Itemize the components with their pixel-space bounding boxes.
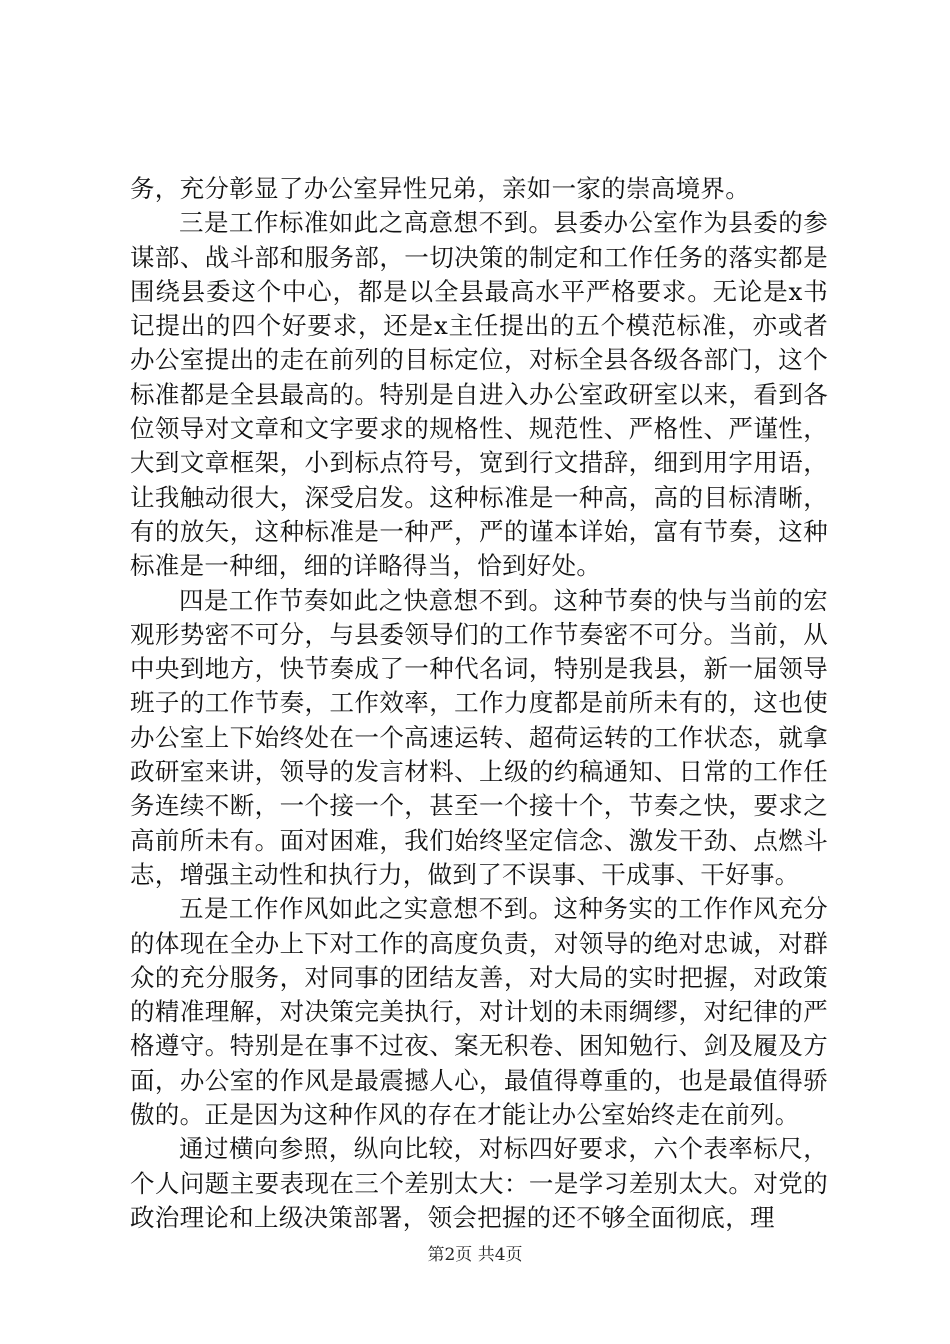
- paragraph-4: 五是工作作风如此之实意想不到。这种务实的工作作风充分的体现在全办上下对工作的高度负责，对领导的绝对忠诚，对群众的充分服务，对同事的团结友善，对大局的实时把握，对政策的精准理解，对决策完美执行，对计划的未雨绸缪，对纪律的严格遵守。特别是在事不过夜、案无积卷、困知勉行、剑及履及方面，办公室的作风是最震撼人心，最值得尊重的，也是最值得骄傲的。正是因为这种作风的存在才能让办公室始终走在前列。: [130, 894, 828, 1130]
- paragraph-3: 四是工作节奏如此之快意想不到。这种节奏的快与当前的宏观形势密不可分，与县委领导们的工作节奏密不可分。当前，从中央到地方，快节奏成了一种代名词，特别是我县，新一届领导班子的工作节奏，工作效率，工作力度都是前所未有的，这也使办公室上下始终处在一个高速运转、超荷运转的工作状态，就拿政研室来讲，领导的发言材料、上级的约稿通知、日常的工作任务连续不断，一个接一个，甚至一个接十个，节奏之快，要求之高前所未有。面对困难，我们始终坚定信念、激发干劲、点燃斗志，增强主动性和执行力，做到了不误事、干成事、干好事。: [130, 585, 828, 889]
- document-body: [130, 172, 828, 1235]
- paragraph-2: 三是工作标准如此之高意想不到。县委办公室作为县委的参谋部、战斗部和服务部，一切决策的制定和工作任务的落实都是围绕县委这个中心，都是以全县最高水平严格要求。无论是x书记提出的四个好要求，还是x主任提出的五个模范标准，亦或者办公室提出的走在前列的目标定位，对标全县各级各部门，这个标准都是全县最高的。特别是自进入办公室政研室以来，看到各位领导对文章和文字要求的规格性、规范性、严格性、严谨性，大到文章框架，小到标点符号，宽到行文措辞，细到用字用语，让我触动很大，深受启发。这种标准是一种高，高的目标清晰，有的放矢，这种标准是一种严，严的谨本详始，富有节奏，这种标准是一种细，细的详略得当，恰到好处。: [130, 208, 828, 581]
- page-footer: 第2页 共4页: [427, 1245, 523, 1265]
- paragraph-1: 务，充分彰显了办公室异性兄弟，亲如一家的崇高境界。: [130, 174, 750, 203]
- paragraph-5: 通过横向参照，纵向比较，对标四好要求，六个表率标尺，个人问题主要表现在三个差别太大：一是学习差别太大。对党的政治理论和上级决策部署，领会把握的还不够全面彻底，理: [130, 1134, 828, 1232]
